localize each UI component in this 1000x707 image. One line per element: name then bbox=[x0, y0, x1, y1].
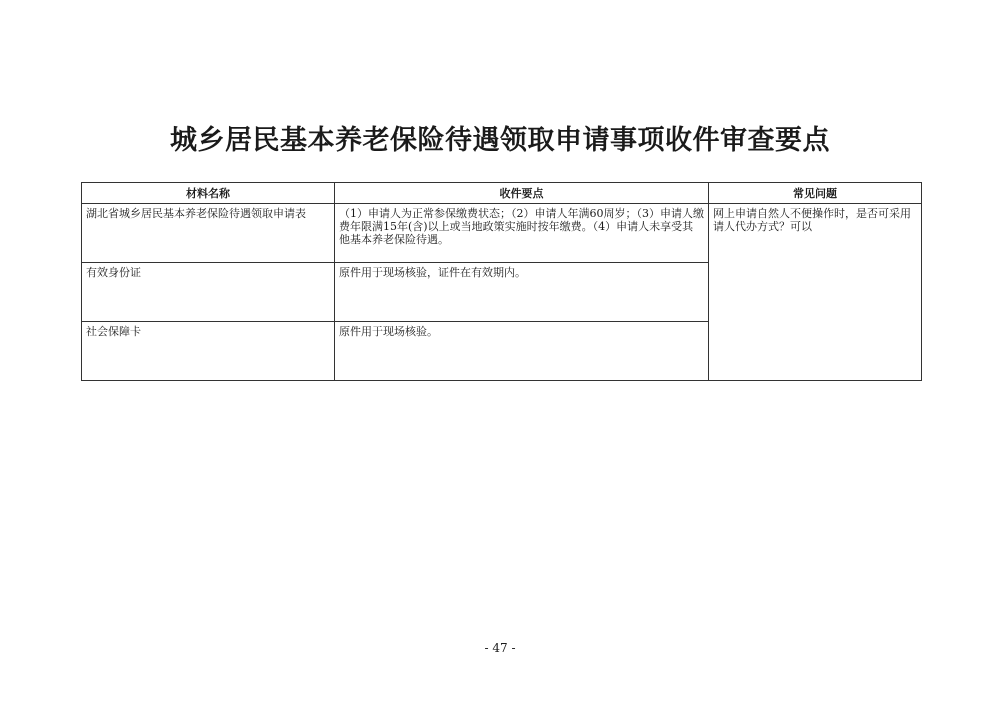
material-name-cell: 社会保障卡 bbox=[82, 322, 335, 381]
collection-points-cell: （1）申请人为正常参保缴费状态；（2）申请人年满60周岁；（3）申请人缴费年限满15年(含)以上或当地政策实施时按年缴费。（4）申请人未享受其他基本养老保险待遇。 bbox=[335, 204, 709, 263]
review-points-table bbox=[81, 182, 922, 381]
table-header-row bbox=[82, 183, 922, 204]
collection-points-cell: 原件用于现场核验，证件在有效期内。 bbox=[335, 263, 709, 322]
page-title: 城乡居民基本养老保险待遇领取申请事项收件审查要点 bbox=[170, 125, 830, 156]
material-name-cell: 湖北省城乡居民基本养老保险待遇领取申请表 bbox=[82, 204, 335, 263]
page-number: - 47 - bbox=[484, 641, 516, 655]
header-material-name: 材料名称 bbox=[82, 183, 335, 204]
header-collection-points: 收件要点 bbox=[335, 183, 709, 204]
header-common-issues: 常见问题 bbox=[709, 183, 922, 204]
material-name-cell: 有效身份证 bbox=[82, 263, 335, 322]
collection-points-cell: 原件用于现场核验。 bbox=[335, 322, 709, 381]
table-row bbox=[82, 204, 922, 263]
common-issue-cell: 网上申请自然人不便操作时，是否可采用请人代办方式？可以 bbox=[709, 204, 922, 381]
